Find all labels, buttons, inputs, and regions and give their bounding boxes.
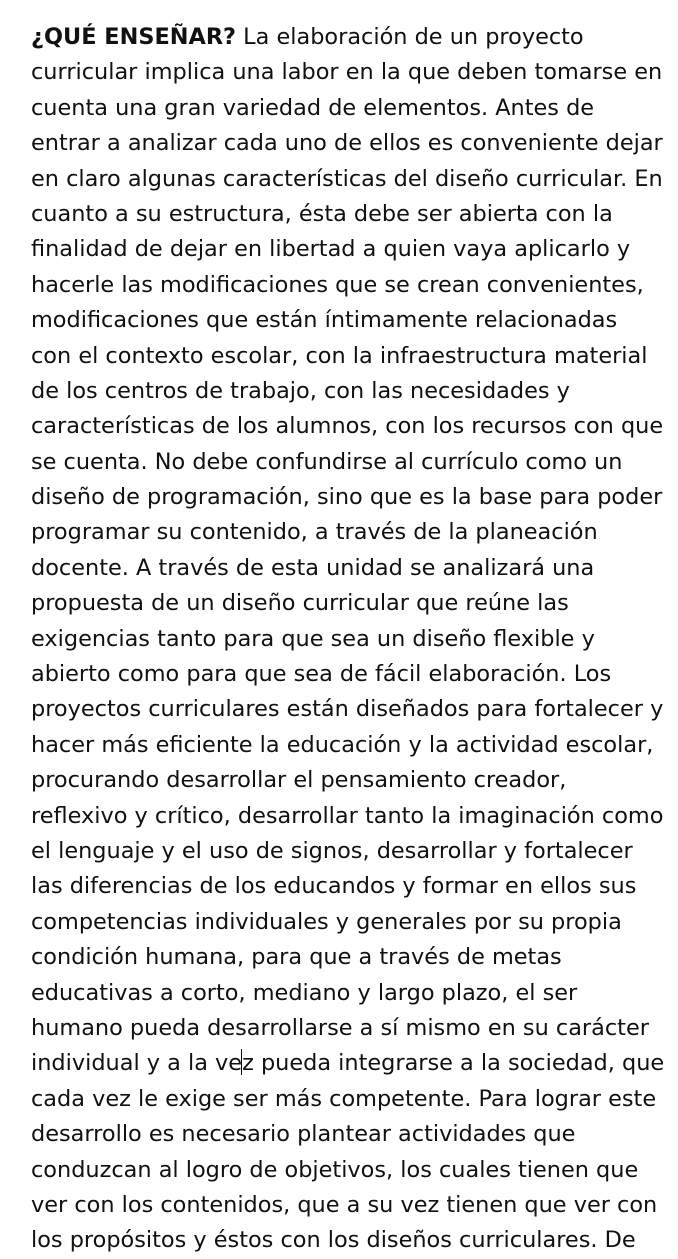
text-line: reflexivo y crítico, desarrollar tanto la imaginación como [31, 802, 664, 829]
text-line: finalidad de dejar en libertad a quien vaya aplicarlo y [31, 236, 631, 263]
text-line [31, 20, 671, 55]
text-line: en claro algunas características del diseño curricular. En [31, 165, 663, 192]
text-line: competencias individuales y generales por su propia [31, 908, 622, 935]
text-run: individual y a la ve [31, 1050, 243, 1077]
text-line: cuenta una gran variedad de elementos. Antes de [31, 94, 595, 121]
text-line: exigencias tanto para que sea un diseño flexible y [31, 625, 595, 652]
text-line: curricular implica una labor en la que deben tomarse en [31, 59, 663, 86]
text-line: entrar a analizar cada uno de ellos es conveniente dejar [31, 130, 663, 157]
text-line: diseño de programación, sino que es la base para poder [31, 484, 663, 511]
text-line: ver con los contenidos, que a su vez tienen que ver con [31, 1191, 658, 1218]
text-line: hacerle las modificaciones que se crean convenientes, [31, 271, 644, 298]
text-line: los propósitos y éstos con los diseños curriculares. De [31, 1227, 636, 1254]
text-line: proyectos curriculares están diseñados para fortalecer y [31, 696, 664, 723]
text-line: las diferencias de los educandos y formar en ellos sus [31, 873, 637, 900]
text-line: con el contexto escolar, con la infraestructura material [31, 342, 648, 369]
text-line: condición humana, para que a través de metas [31, 944, 562, 971]
text-run: z pueda integrarse a la sociedad, que [242, 1050, 665, 1077]
text-line: desarrollo es necesario plantear actividades que [31, 1121, 576, 1148]
text-line: programar su contenido, a través de la planeación [31, 519, 598, 546]
text-line [31, 1046, 671, 1081]
text-line: el lenguaje y el uso de signos, desarrollar y fortalecer [31, 837, 633, 864]
text-line: se cuenta. No debe confundirse al currículo como un [31, 448, 623, 475]
section-heading: ¿QUÉ ENSEÑAR? [31, 24, 237, 50]
text-line: de los centros de trabajo, con las necesidades y [31, 377, 570, 404]
text-line: abierto como para que sea de fácil elaboración. Los [31, 661, 612, 688]
text-line: modificaciones que están íntimamente relacionadas [31, 307, 618, 334]
text-line: propuesta de un diseño curricular que reúne las [31, 590, 569, 617]
text-line: cada vez le exige ser más competente. Para lograr este [31, 1085, 657, 1112]
document-body[interactable] [31, 20, 671, 1259]
text-line: docente. A través de esta unidad se analizará una [31, 554, 595, 581]
text-line: características de los alumnos, con los recursos con que [31, 413, 664, 440]
text-run: La elaboración de un proyecto [236, 24, 584, 50]
text-line: cuanto a su estructura, ésta debe ser abierta con la [31, 200, 613, 227]
text-line: conduzcan al logro de objetivos, los cuales tienen que [31, 1156, 639, 1183]
text-line: procurando desarrollar el pensamiento creador, [31, 767, 567, 794]
text-line: humano pueda desarrollarse a sí mismo en su carácter [31, 1014, 649, 1041]
text-line: educativas a corto, mediano y largo plazo, el ser [31, 979, 578, 1006]
text-line: hacer más eficiente la educación y la actividad escolar, [31, 731, 654, 758]
